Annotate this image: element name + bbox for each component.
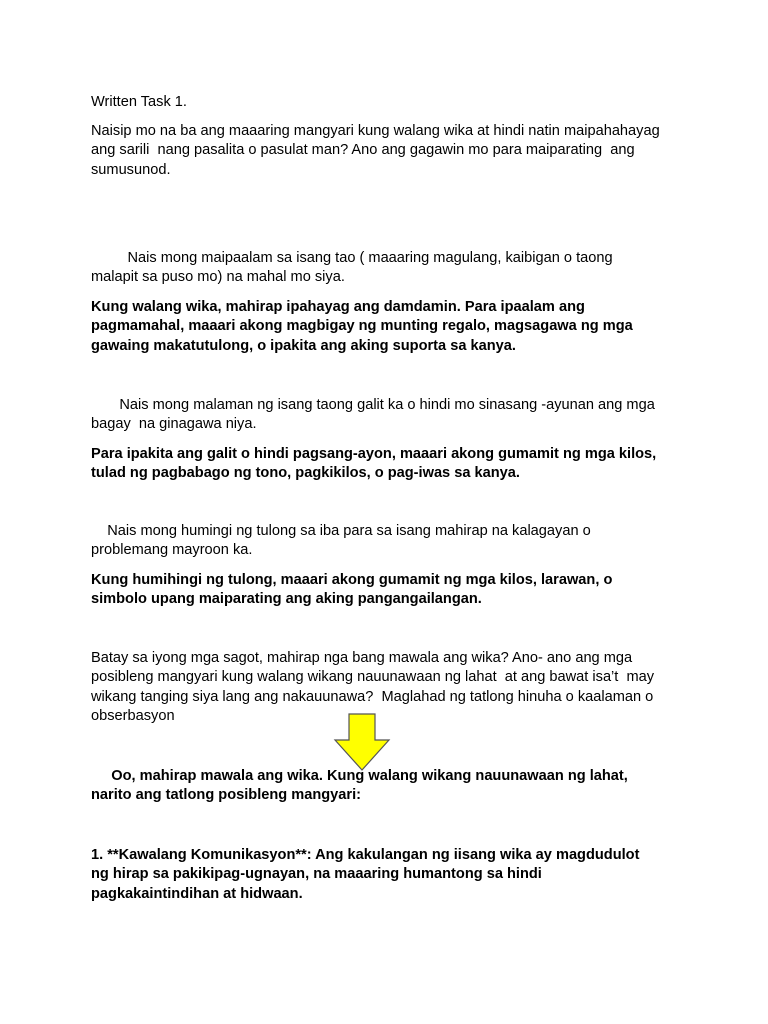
point-1: 1. **Kawalang Komunikasyon**: Ang kakulangan ng iisang wika ay magdudulot ng hirap sa pakikipag-ugnayan, na maaaring humantong sa hindi pagkakaintindihan at hidwaan. [91, 847, 640, 902]
prompt-3: Nais mong humingi ng tulong sa iba para sa isang mahirap na kalagayan o problemang mayroon ka. [91, 523, 591, 559]
answer-4: Oo, mahirap mawala ang wika. Kung walang wikang nauunawaan ng lahat, narito ang tatlong posibleng mangyari: [91, 768, 628, 804]
question-4: Batay sa iyong mga sagot, mahirap nga bang mawala ang wika? Ano- ano ang mga posibleng mangyari kung walang wikang nauunawaan ng lahat at ang bawat isa’t may wikang tanging siya lang ang nakauunawa? Maglahad ng tatlong hinuha o kaalaman o obserbasyon [91, 650, 655, 725]
answer-2: Para ipakita ang galit o hindi pagsang-ayon, maaari akong gumamit ng mga kilos, tulad ng pagbabago ng tono, pagkikilos, o pag-iwas sa kanya. [91, 446, 657, 482]
task-heading: Written Task 1. [91, 94, 187, 110]
down-arrow-icon [333, 713, 391, 771]
intro-paragraph: Naisip mo na ba ang maaaring mangyari kung walang wika at hindi natin maipahahayag ang sarili nang pasalita o pasulat man? Ano ang gagawin mo para maiparating ang sumusunod. [91, 123, 660, 178]
down-arrow-shape [335, 714, 389, 770]
answer-1: Kung walang wika, mahirap ipahayag ang damdamin. Para ipaalam ang pagmamahal, maaari akong magbigay ng munting regalo, magsagawa ng mga gawaing makatutulong, o ipakita ang aking suporta sa kanya. [91, 299, 633, 354]
answer-3: Kung humihingi ng tulong, maaari akong gumamit ng mga kilos, larawan, o simbolo upang maiparating ang aking pangangailangan. [91, 572, 613, 608]
prompt-2: Nais mong malaman ng isang taong galit ka o hindi mo sinasang -ayunan ang mga bagay na ginagawa niya. [91, 397, 655, 433]
prompt-1: Nais mong maipaalam sa isang tao ( maaaring magulang, kaibigan o taong malapit sa puso mo) na mahal mo siya. [91, 250, 613, 286]
